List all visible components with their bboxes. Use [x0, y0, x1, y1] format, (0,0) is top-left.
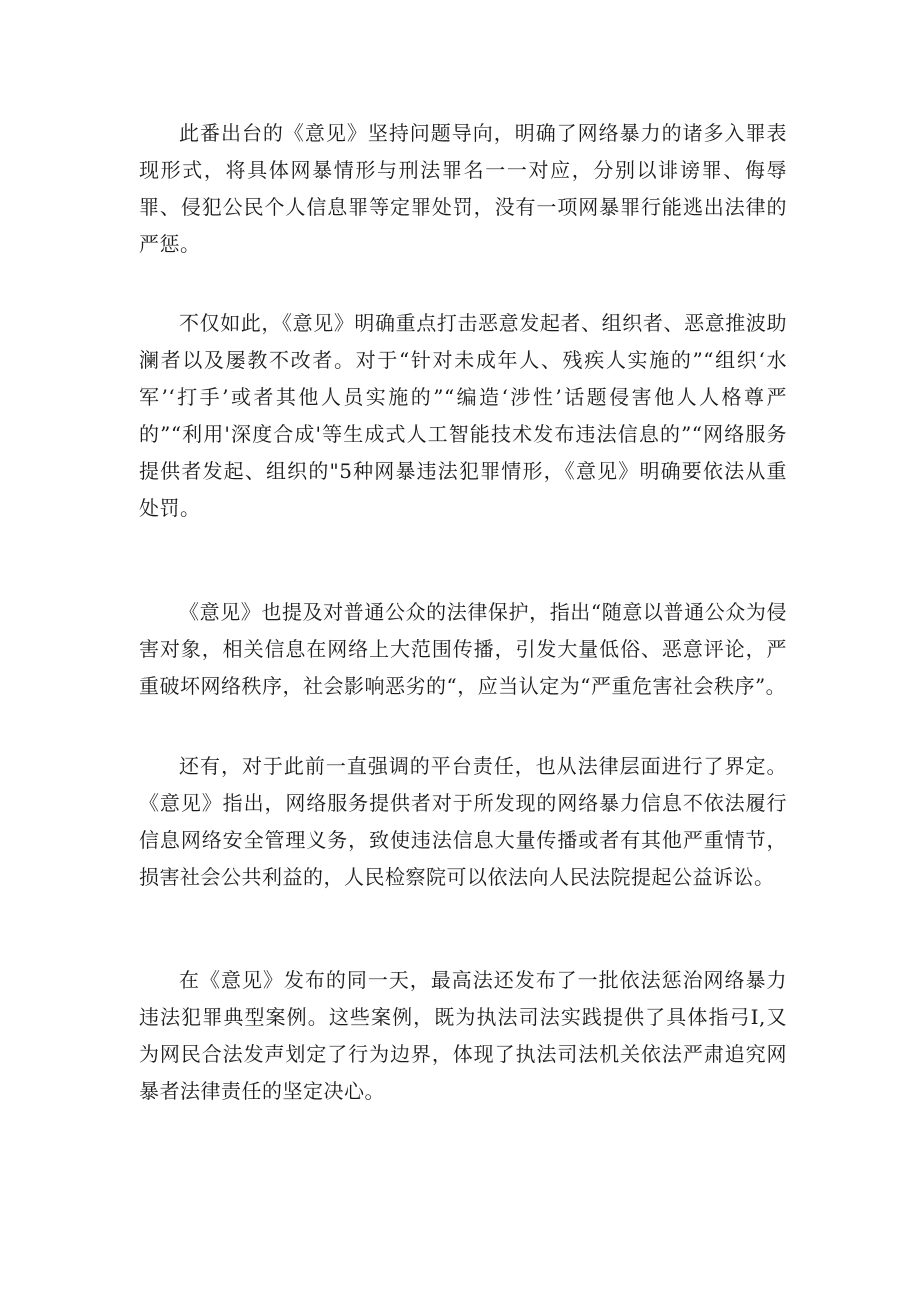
- paragraph-2: 不仅如此，《意见》明确重点打击恶意发起者、组织者、恶意推波助澜者以及屡教不改者。对于“针对未成年人、残疾人实施的”“组织‘水军’‘打手’或者其他人员实施的”“编造‘涉性’话题侵害他人人格尊严的”“利用'深度合成'等生成式人工智能技术发布违法信息的”“网络服务提供者发起、组织的"5种网暴违法犯罪情形，《意见》明确要依法从重处罚。: [139, 311, 787, 520]
- paragraph-1: 此番出台的《意见》坚持问题导向，明确了网络暴力的诸多入罪表现形式，将具体网暴情形与刑法罪名一一对应，分别以诽谤罪、侮辱罪、侵犯公民个人信息罪等定罪处罚，没有一项网暴罪行能逃出法律的严惩。: [139, 121, 787, 256]
- paragraph-3: 《意见》也提及对普通公众的法律保护，指出“随意以普通公众为侵害对象，相关信息在网络上大范围传播，引发大量低俗、恶意评论，严重破坏网络秩序，社会影响恶劣的“，应当认定为“严重危害社会秩序”。: [139, 600, 787, 698]
- paragraph-5: 在《意见》发布的同一天，最高法还发布了一批依法惩治网络暴力违法犯罪典型案例。这些案例，既为执法司法实践提供了具体指弓I,又为网民合法发声划定了行为边界，体现了执法司法机关依法严肃追究网暴者法律责任的坚定决心。: [139, 968, 787, 1103]
- paragraph-4: 还有，对于此前一直强调的平台责任，也从法律层面进行了界定。《意见》指出，网络服务提供者对于所发现的网络暴力信息不依法履行信息网络安全管理义务，致使违法信息大量传播或者有其他严重情节，损害社会公共利益的，人民检察院可以依法向人民法院提起公益诉讼。: [139, 754, 787, 889]
